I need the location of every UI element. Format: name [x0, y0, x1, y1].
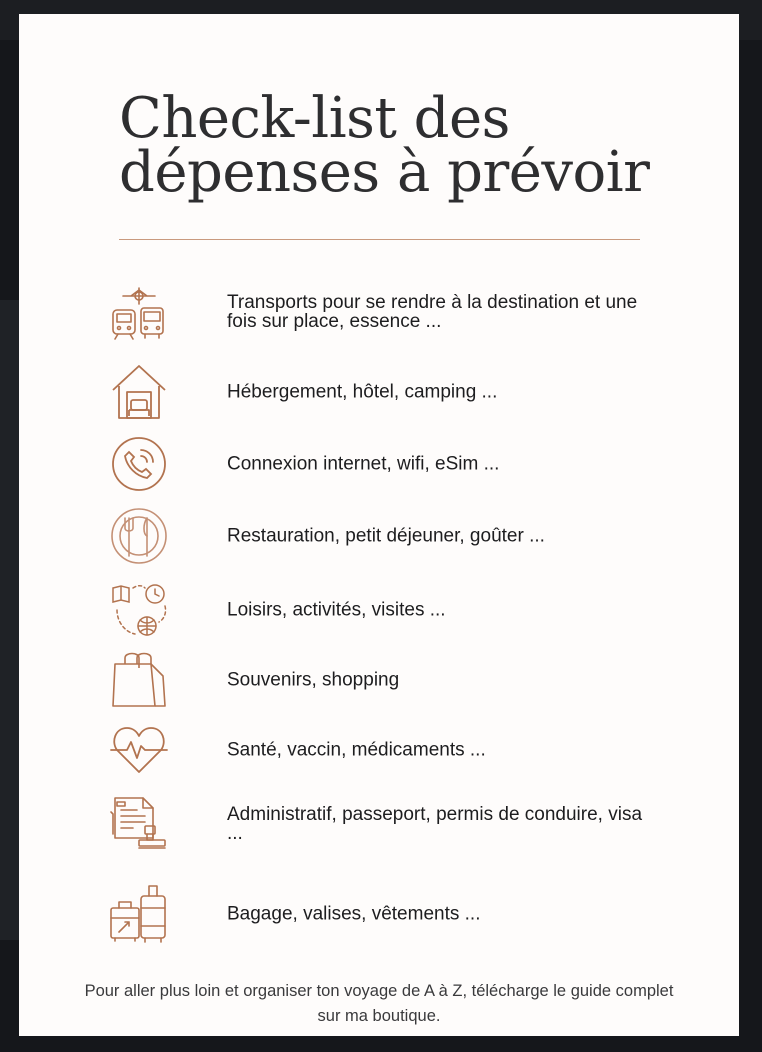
background-page	[0, 300, 19, 940]
checklist-item-label: Transports pour se rendre à la destination et une fois sur place, essence ...	[227, 292, 638, 332]
plate-cutlery-icon	[109, 506, 169, 566]
phone-icon	[109, 434, 169, 494]
checklist-item-label: Restauration, petit déjeuner, goûter ...	[227, 525, 545, 547]
transport-icon	[109, 282, 169, 342]
checklist-item-internet	[109, 434, 669, 494]
footer-note: Pour aller plus loin et organiser ton voyage de A à Z, télécharge le guide complet sur ma boutique.	[84, 981, 674, 1025]
checklist-item-label: Bagage, valises, vêtements ...	[227, 903, 481, 925]
leisure-icon	[109, 580, 169, 640]
checklist-item-restaurant	[109, 506, 669, 566]
checklist-item-label: Hébergement, hôtel, camping ...	[227, 381, 498, 403]
title-divider	[119, 239, 640, 240]
checklist-item-health	[109, 720, 669, 780]
checklist-item-administrative	[109, 794, 669, 854]
checklist-item-accommodation	[109, 362, 669, 422]
heart-pulse-icon	[109, 720, 169, 780]
checklist-item-transport	[109, 282, 669, 342]
checklist-item-leisure	[109, 580, 669, 640]
checklist-title: Check-list des dépenses à prévoir	[119, 86, 650, 205]
checklist-item-label: Souvenirs, shopping	[227, 669, 400, 691]
checklist-item-label: Loisirs, activités, visites ...	[227, 599, 446, 621]
house-bed-icon	[109, 362, 169, 422]
checklist-item-luggage	[109, 884, 669, 944]
luggage-icon	[109, 884, 169, 944]
checklist-item-shopping	[109, 650, 669, 710]
checklist-item-label: Connexion internet, wifi, eSim ...	[227, 453, 500, 475]
shopping-bag-icon	[109, 650, 169, 710]
document-stamp-icon	[109, 794, 169, 854]
checklist-item-label: Administratif, passeport, permis de conduire, visa ...	[227, 804, 643, 844]
checklist-modal	[19, 14, 739, 1036]
checklist-item-label: Santé, vaccin, médicaments ...	[227, 739, 486, 761]
